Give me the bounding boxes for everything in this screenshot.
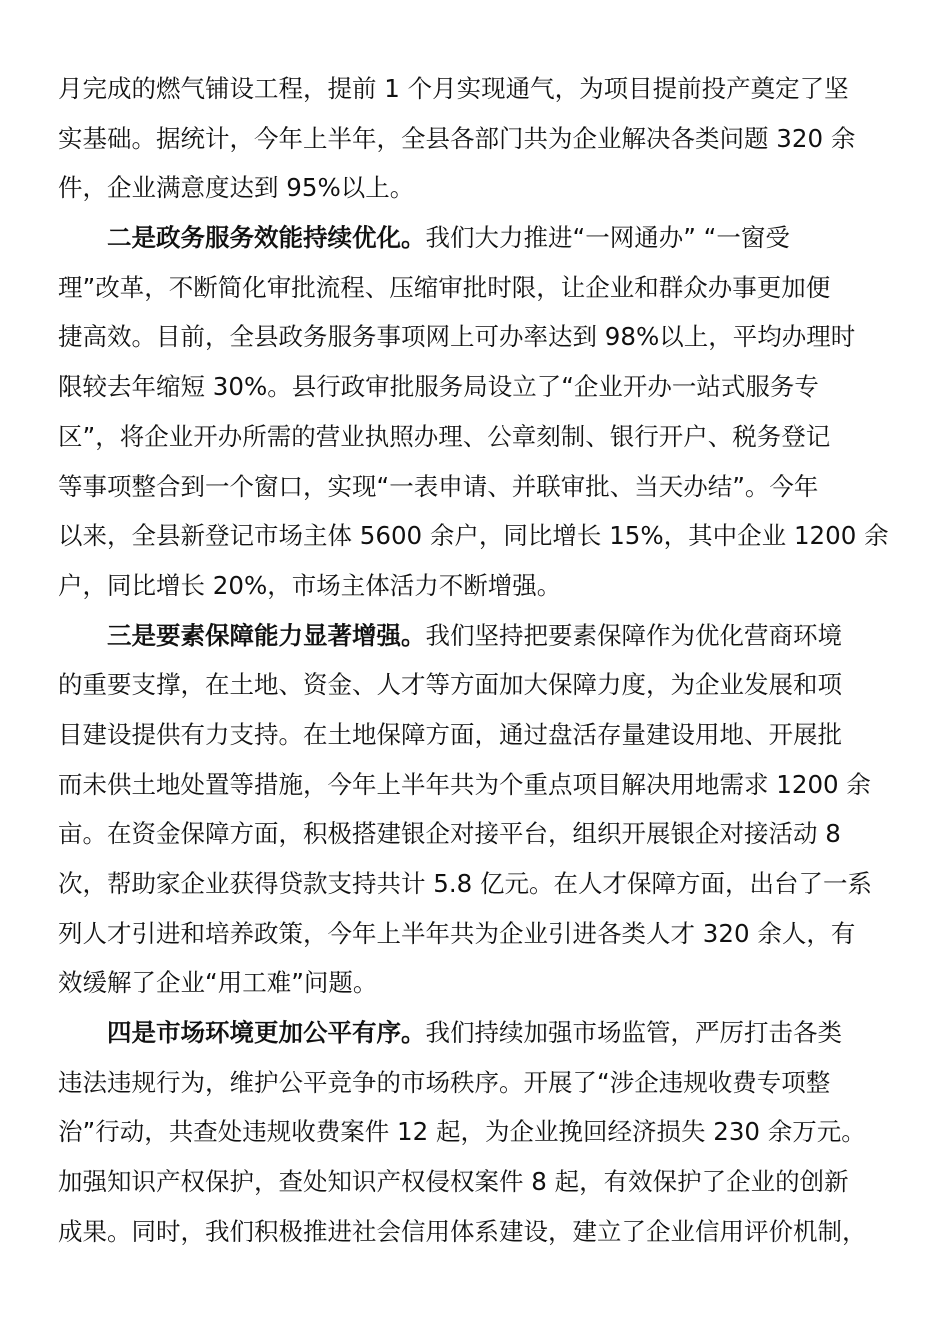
line-text: 而未供土地处置等措施，今年上半年共为个重点项目解决用地需求 1200 余 — [58, 769, 871, 799]
line-text: 以来，全县新登记市场主体 5600 余户，同比增长 15%，其中企业 1200 余 — [58, 521, 889, 551]
text-line — [58, 64, 894, 114]
line-text: 亩。在资金保障方面，积极搭建银企对接平台，组织开展银企对接活动 8 — [58, 819, 841, 849]
text-line — [58, 1058, 894, 1108]
line-text: 违法违规行为，维护公平竞争的市场秩序。开展了“涉企违规收费专项整 — [58, 1067, 831, 1097]
document-body — [58, 64, 894, 1257]
text-line — [58, 462, 894, 512]
paragraph-heading: 四是市场环境更加公平有序。 — [107, 1018, 426, 1048]
text-line — [58, 958, 894, 1008]
text-line — [58, 561, 894, 611]
text-line — [58, 114, 894, 164]
line-text: 我们持续加强市场监管，严厉打击各类 — [425, 1018, 842, 1048]
text-line — [58, 312, 894, 362]
line-text: 次，帮助家企业获得贷款支持共计 5.8 亿元。在人才保障方面，出台了一系 — [58, 869, 873, 898]
paragraph-heading: 三是要素保障能力显著增强。 — [107, 620, 426, 650]
text-line — [58, 412, 894, 462]
text-line — [58, 859, 894, 909]
text-line — [58, 362, 894, 412]
text-line — [58, 263, 894, 313]
paragraph-start-line — [58, 213, 894, 263]
line-text: 成果。同时，我们积极推进社会信用体系建设，建立了企业信用评价机制， — [58, 1216, 867, 1246]
text-line — [58, 163, 894, 213]
line-text: 加强知识产权保护，查处知识产权侵权案件 8 起，有效保护了企业的创新 — [58, 1167, 849, 1197]
text-line — [58, 809, 894, 859]
line-text: 月完成的燃气铺设工程，提前 1 个月实现通气，为项目提前投产奠定了坚 — [58, 74, 849, 103]
line-text: 户，同比增长 20%，市场主体活力不断增强。 — [58, 570, 562, 600]
line-text: 我们坚持把要素保障作为优化营商环境 — [425, 620, 842, 650]
text-line — [58, 710, 894, 760]
text-line — [58, 909, 894, 959]
text-line — [58, 660, 894, 710]
text-line — [58, 1107, 894, 1157]
line-text: 我们大力推进“一网通办” “一窗受 — [425, 223, 790, 253]
line-text: 等事项整合到一个窗口，实现“一表申请、并联审批、当天办结”。今年 — [58, 471, 819, 501]
line-text: 效缓解了企业“用工难”问题。 — [58, 968, 378, 998]
text-line — [58, 511, 894, 561]
line-text: 区”，将企业开办所需的营业执照办理、公章刻制、银行开户、税务登记 — [58, 421, 831, 451]
line-text: 捷高效。目前，全县政务服务事项网上可办率达到 98%以上，平均办理时 — [58, 322, 856, 352]
line-text: 列人才引进和培养政策，今年上半年共为企业引进各类人才 320 余人，有 — [58, 918, 856, 948]
paragraph-heading: 二是政务服务效能持续优化。 — [107, 223, 426, 253]
paragraph-start-line — [58, 611, 894, 661]
line-text: 件，企业满意度达到 95%以上。 — [58, 173, 415, 203]
text-line — [58, 760, 894, 810]
line-text: 实基础。据统计，今年上半年，全县各部门共为企业解决各类问题 320 余 — [58, 123, 856, 153]
line-text: 目建设提供有力支持。在土地保障方面，通过盘活存量建设用地、开展批 — [58, 719, 842, 749]
line-text: 治”行动，共查处违规收费案件 12 起，为企业挽回经济损失 230 余万元。 — [58, 1117, 866, 1147]
text-line — [58, 1207, 894, 1257]
paragraph-start-line — [58, 1008, 894, 1058]
line-text: 的重要支撑，在土地、资金、人才等方面加大保障力度，为企业发展和项 — [58, 670, 842, 700]
line-text: 限较去年缩短 30%。县行政审批服务局设立了“企业开办一站式服务专 — [58, 372, 819, 402]
text-line — [58, 1157, 894, 1207]
line-text: 理”改革，不断简化审批流程、压缩审批时限，让企业和群众办事更加便 — [58, 272, 831, 302]
